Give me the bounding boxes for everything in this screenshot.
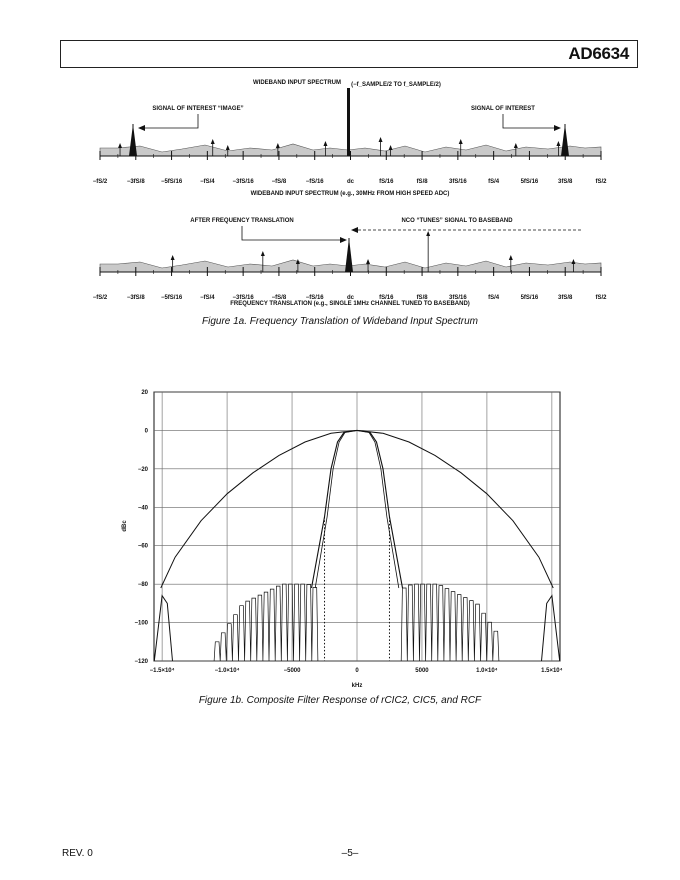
freq-tick-label: fS/8 bbox=[416, 295, 428, 301]
after-translation-label: AFTER FREQUENCY TRANSLATION bbox=[190, 218, 294, 224]
y-tick-label: −40 bbox=[137, 505, 148, 512]
freq-tick-label: 5fS/16 bbox=[520, 179, 539, 185]
freq-tick-label: −3fS/16 bbox=[232, 295, 254, 301]
y-tick-labels bbox=[134, 390, 148, 665]
freq-tick-label: −fS/4 bbox=[200, 179, 215, 185]
y-tick-label: −100 bbox=[134, 620, 148, 627]
y-tick-label: −80 bbox=[137, 582, 148, 589]
freq-tick-label: fS/4 bbox=[488, 179, 500, 185]
range-note: (−f_SAMPLE/2 TO f_SAMPLE/2) bbox=[351, 82, 441, 88]
left-image-label: SIGNAL OF INTEREST “IMAGE” bbox=[152, 106, 244, 112]
y-tick-label: 0 bbox=[144, 428, 148, 435]
outer-sidelobe-left bbox=[154, 596, 172, 661]
x-tick-label: −1.5×10⁴ bbox=[149, 668, 175, 674]
freq-tick-label: fS/2 bbox=[595, 295, 607, 301]
freq-tick-label: 3fS/8 bbox=[558, 179, 573, 185]
x-tick-label: 1.5×10⁴ bbox=[541, 668, 563, 674]
x-axis-label: kHz bbox=[351, 683, 363, 689]
grid bbox=[154, 392, 560, 661]
top-title: WIDEBAND INPUT SPECTRUM bbox=[253, 80, 341, 86]
revision: REV. 0 bbox=[62, 848, 93, 859]
x-tick-labels bbox=[150, 668, 563, 674]
freq-tick-label: fS/2 bbox=[595, 179, 607, 185]
freq-tick-label: −3fS/8 bbox=[126, 295, 145, 301]
x-tick-label: −1.0×10⁴ bbox=[214, 668, 240, 674]
figure-1b-caption: Figure 1b. Composite Filter Response of rCIC2, CIC5, and RCF bbox=[198, 695, 482, 706]
freq-tick-label: 3fS/16 bbox=[449, 295, 467, 301]
freq-tick-label: fS/16 bbox=[379, 179, 394, 185]
freq-tick-label: 3fS/16 bbox=[449, 179, 467, 185]
figure-1a-caption: Figure 1a. Frequency Translation of Wideband Input Spectrum bbox=[202, 316, 478, 327]
freq-tick-label: fS/16 bbox=[379, 295, 394, 301]
y-axis-label: dBc bbox=[122, 520, 128, 532]
freq-tick-label: dc bbox=[346, 179, 355, 185]
y-tick-label: −60 bbox=[137, 543, 148, 550]
outer-sidelobe-right bbox=[542, 596, 560, 661]
part-number: AD6634 bbox=[568, 44, 629, 63]
freq-tick-label: −fS/8 bbox=[271, 179, 287, 185]
freq-tick-label: 3fS/8 bbox=[558, 295, 573, 301]
y-tick-label: 20 bbox=[141, 390, 148, 396]
freq-tick-label: −5fS/16 bbox=[160, 295, 183, 301]
top-axis-caption: WIDEBAND INPUT SPECTRUM (e.g., 30MHz FROM HIGH SPEED ADC) bbox=[250, 191, 450, 197]
y-tick-label: −20 bbox=[137, 466, 148, 473]
nco-label: NCO “TUNES” SIGNAL TO BASEBAND bbox=[401, 218, 513, 224]
freq-tick-label: fS/4 bbox=[488, 295, 500, 301]
x-tick-label: 0 bbox=[355, 668, 359, 674]
freq-tick-label: −3fS/8 bbox=[126, 179, 145, 185]
freq-tick-label: −fS/2 bbox=[92, 179, 108, 185]
page-number: –5– bbox=[341, 848, 359, 859]
freq-tick-label: −fS/4 bbox=[200, 295, 215, 301]
x-tick-label: −5000 bbox=[283, 668, 301, 674]
freq-tick-label: dc bbox=[346, 295, 355, 301]
freq-tick-label: fS/8 bbox=[416, 179, 428, 185]
x-tick-label: 5000 bbox=[415, 668, 429, 674]
freq-tick-label: 5fS/16 bbox=[520, 295, 539, 301]
freq-tick-label: −fS/16 bbox=[305, 295, 324, 301]
freq-tick-label: −3fS/16 bbox=[232, 179, 254, 185]
freq-tick-label: −fS/8 bbox=[271, 295, 287, 301]
y-tick-label: −120 bbox=[134, 659, 148, 665]
freq-tick-label: −fS/2 bbox=[92, 295, 108, 301]
freq-tick-label: −5fS/16 bbox=[160, 179, 183, 185]
x-tick-label: 1.0×10⁴ bbox=[476, 668, 498, 674]
right-signal-label: SIGNAL OF INTEREST bbox=[471, 106, 535, 112]
bottom-axis-caption: FREQUENCY TRANSLATION (e.g., SINGLE 1MHz CHANNEL TUNED TO BASEBAND) bbox=[230, 301, 470, 307]
freq-tick-label: −fS/16 bbox=[305, 179, 324, 185]
